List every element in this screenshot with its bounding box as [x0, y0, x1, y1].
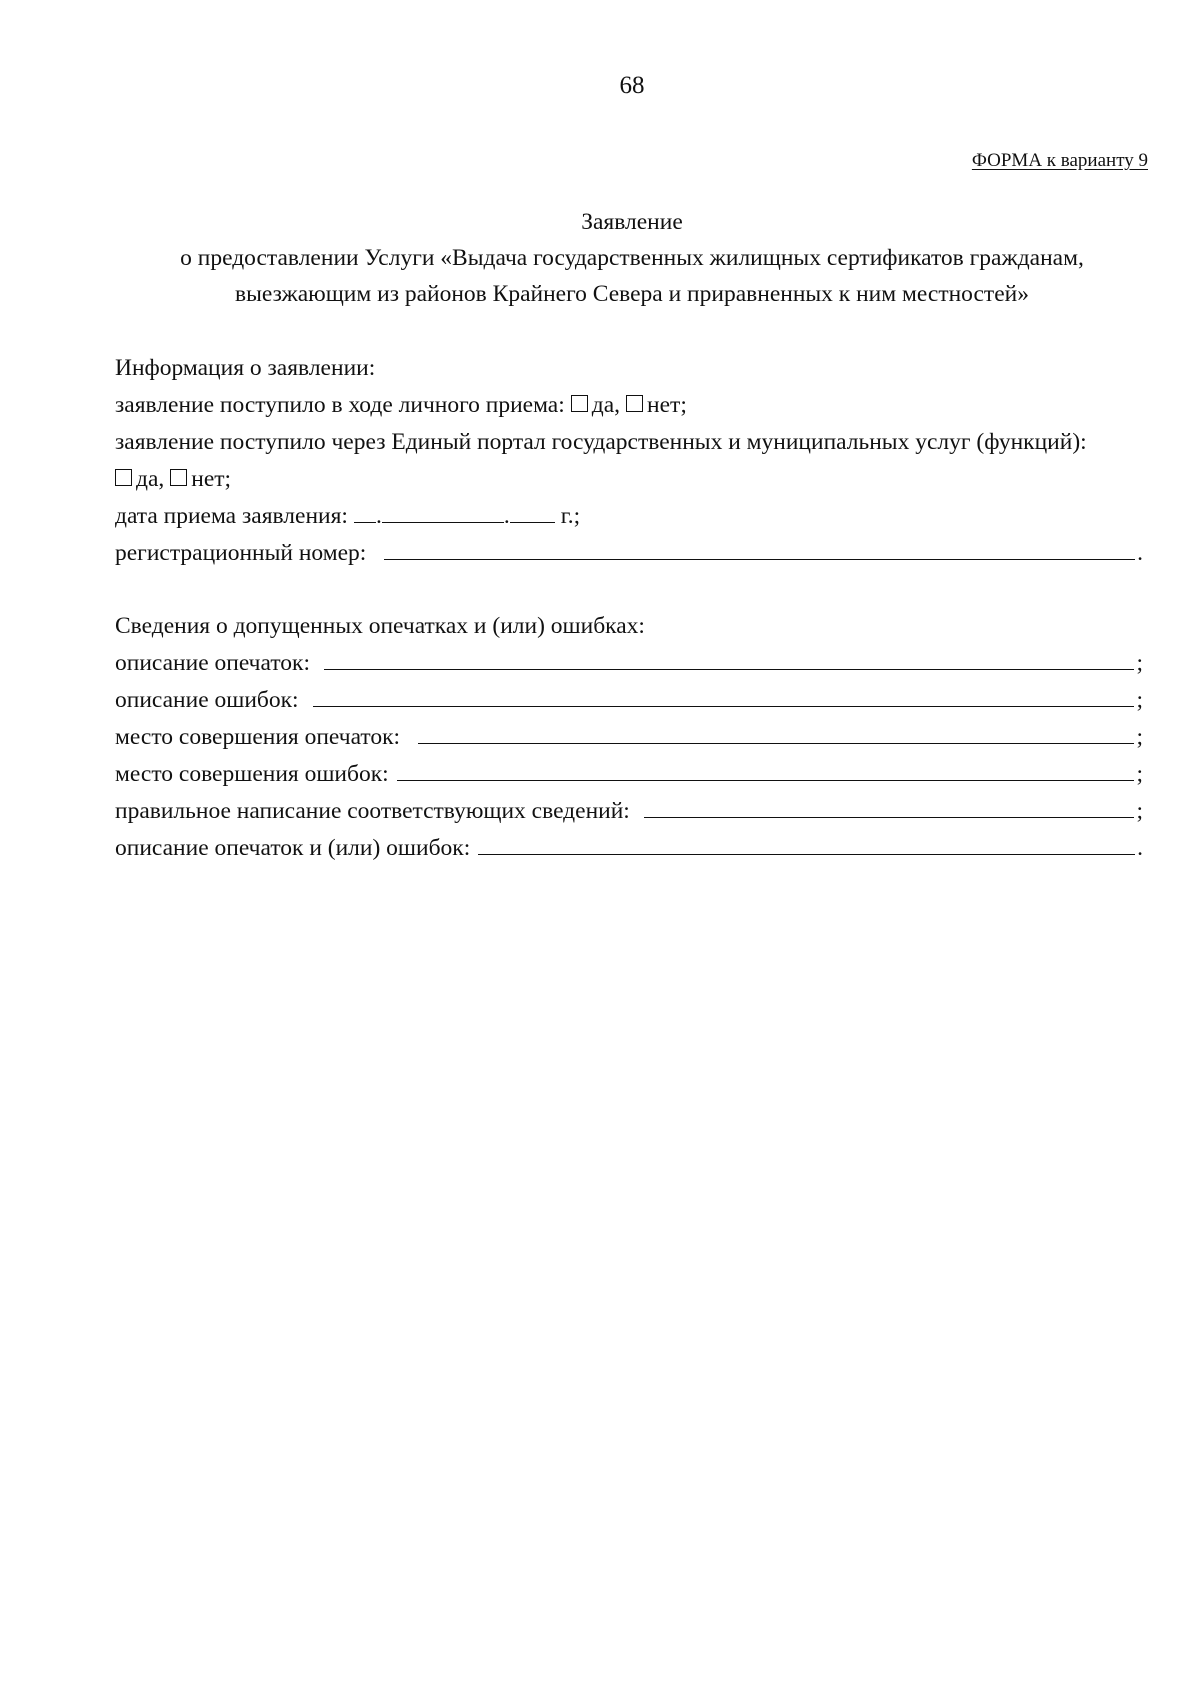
field-label: описание опечаток и (или) ошибок:	[115, 835, 471, 861]
field-end: ;	[1136, 650, 1143, 676]
field-end: ;	[1136, 687, 1143, 713]
field-end: .	[1137, 835, 1143, 861]
portal-label-row: заявление поступило через Единый портал государственных и муниципальных услуг (функций):	[115, 429, 1087, 455]
title-line-1: Заявление	[581, 209, 683, 235]
personal-reception-yes-label: да,	[591, 392, 621, 418]
date-day-field[interactable]	[354, 502, 376, 523]
document-title	[120, 204, 1144, 312]
portal-options-row	[115, 461, 1143, 498]
personal-reception-no-checkbox[interactable]	[626, 395, 643, 412]
error-description-row	[115, 682, 1143, 719]
typo-description-field[interactable]	[324, 647, 1134, 670]
field-label: описание опечаток:	[115, 650, 310, 676]
field-end: ;	[1136, 761, 1143, 787]
error-location-row	[115, 756, 1143, 793]
typo-error-description-row	[115, 830, 1143, 867]
field-end: ;	[1136, 798, 1143, 824]
date-month-field[interactable]	[382, 502, 504, 523]
field-label: место совершения опечаток:	[115, 724, 401, 750]
portal-yes-label: да,	[136, 466, 165, 492]
field-end: ;	[1136, 724, 1143, 750]
title-line-3: выезжающим из районов Крайнего Севера и приравненных к ним местностей»	[235, 281, 1029, 307]
errors-info-heading: Сведения о допущенных опечатках и (или) ошибках:	[115, 613, 645, 639]
date-row: дата приема заявления: . . г.;	[115, 498, 1143, 535]
field-label: место совершения ошибок:	[115, 761, 389, 787]
date-year-field[interactable]	[510, 502, 555, 523]
date-label: дата приема заявления:	[115, 503, 348, 529]
typo-location-row	[115, 719, 1143, 756]
field-label: описание ошибок:	[115, 687, 299, 713]
reg-number-label: регистрационный номер:	[115, 540, 367, 566]
reg-number-field[interactable]	[384, 537, 1135, 560]
portal-yes-checkbox[interactable]	[115, 469, 132, 486]
portal-no-checkbox[interactable]	[170, 469, 187, 486]
correct-spelling-row	[115, 793, 1143, 830]
typo-location-field[interactable]	[418, 721, 1134, 744]
title-line-2: о предоставлении Услуги «Выдача государственных жилищных сертификатов гражданам,	[180, 245, 1084, 271]
page-number: 68	[619, 72, 645, 99]
application-info-heading: Информация о заявлении:	[115, 355, 376, 381]
portal-no-label: нет;	[191, 466, 232, 492]
personal-reception-no-label: нет;	[647, 392, 687, 418]
correct-spelling-field[interactable]	[644, 795, 1135, 818]
reg-number-end: .	[1137, 540, 1143, 566]
personal-reception-label: заявление поступило в ходе личного приема:	[115, 392, 565, 418]
error-location-field[interactable]	[397, 758, 1135, 781]
application-info-section	[115, 350, 1143, 572]
date-year-suffix: г.;	[560, 503, 581, 529]
form-variant-tag: ФОРМА к варианту 9	[971, 150, 1148, 171]
personal-reception-yes-checkbox[interactable]	[571, 395, 588, 412]
field-label: правильное написание соответствующих сведений:	[115, 798, 630, 824]
typo-error-description-field[interactable]	[478, 832, 1135, 855]
reg-number-row	[115, 535, 1143, 572]
typo-description-row	[115, 645, 1143, 682]
error-description-field[interactable]	[313, 684, 1135, 707]
errors-info-section	[115, 608, 1143, 867]
personal-reception-row	[115, 387, 1143, 424]
